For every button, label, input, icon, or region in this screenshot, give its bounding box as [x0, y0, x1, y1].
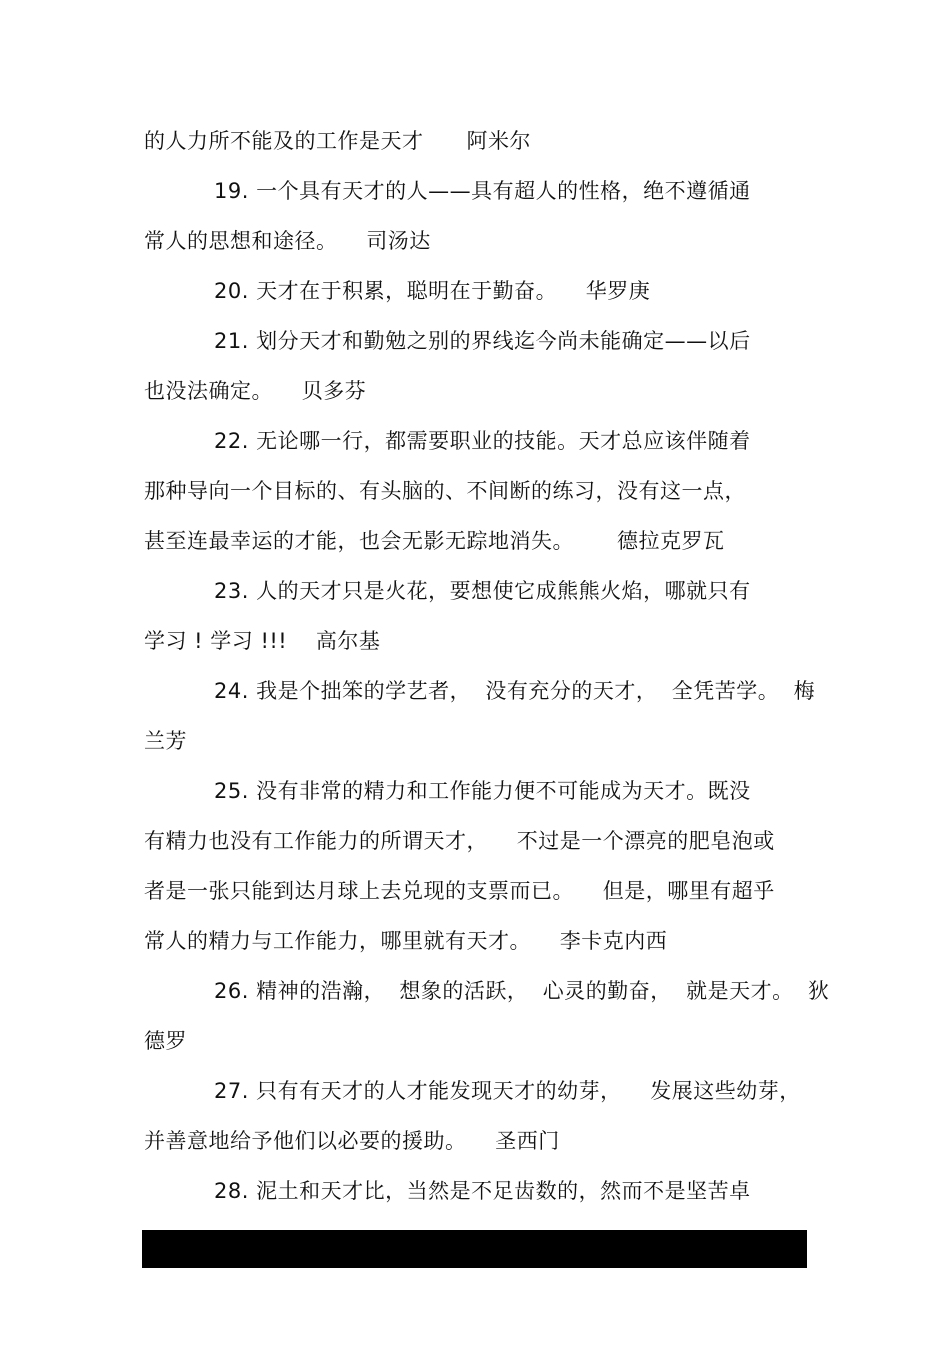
text-line: 22. 无论哪一行，都需要职业的技能。天才总应该伴随着 — [214, 429, 751, 453]
text-line: 20. 天才在于积累，聪明在于勤奋。 华罗庚 — [214, 279, 651, 303]
text-line: 常人的思想和途径。 司汤达 — [144, 229, 431, 253]
text-line: 并善意地给予他们以必要的援助。 圣西门 — [144, 1129, 560, 1153]
text-line: 27. 只有有天才的人才能发现天才的幼芽， 发展这些幼芽， — [214, 1079, 801, 1103]
text-line: 常人的精力与工作能力，哪里就有天才。 李卡克内西 — [144, 929, 668, 953]
text-line: 的人力所不能及的工作是天才 阿米尔 — [144, 129, 532, 153]
text-line: 那种导向一个目标的、有头脑的、不间断的练习，没有这一点， — [144, 479, 746, 503]
text-line: 也没法确定。 贝多芬 — [144, 379, 367, 403]
text-line: 24. 我是个拙笨的学艺者， 没有充分的天才， 全凭苦学。 梅 — [214, 679, 816, 703]
text-line: 兰芳 — [144, 729, 187, 753]
text-line: 23. 人的天才只是火花，要想使它成熊熊火焰，哪就只有 — [214, 579, 751, 603]
text-line: 德罗 — [144, 1029, 187, 1053]
text-line: 19. 一个具有天才的人——具有超人的性格，绝不遵循通 — [214, 179, 751, 203]
text-line: 21. 划分天才和勤勉之别的界线迄今尚未能确定——以后 — [214, 329, 751, 353]
text-line: 有精力也没有工作能力的所谓天才， 不过是一个漂亮的肥皂泡或 — [144, 829, 775, 853]
text-line: 学习 ! 学习 !!! 高尔基 — [144, 629, 381, 653]
footer-bar — [142, 1230, 807, 1268]
text-line: 甚至连最幸运的才能，也会无影无踪地消失。 德拉克罗瓦 — [144, 529, 725, 553]
text-line: 者是一张只能到达月球上去兑现的支票而已。 但是，哪里有超乎 — [144, 879, 775, 903]
text-line: 26. 精神的浩瀚， 想象的活跃， 心灵的勤奋， 就是天才。 狄 — [214, 979, 830, 1003]
text-line: 25. 没有非常的精力和工作能力便不可能成为天才。既没 — [214, 779, 751, 803]
text-line: 28. 泥土和天才比，当然是不足齿数的，然而不是坚苦卓 — [214, 1179, 751, 1203]
